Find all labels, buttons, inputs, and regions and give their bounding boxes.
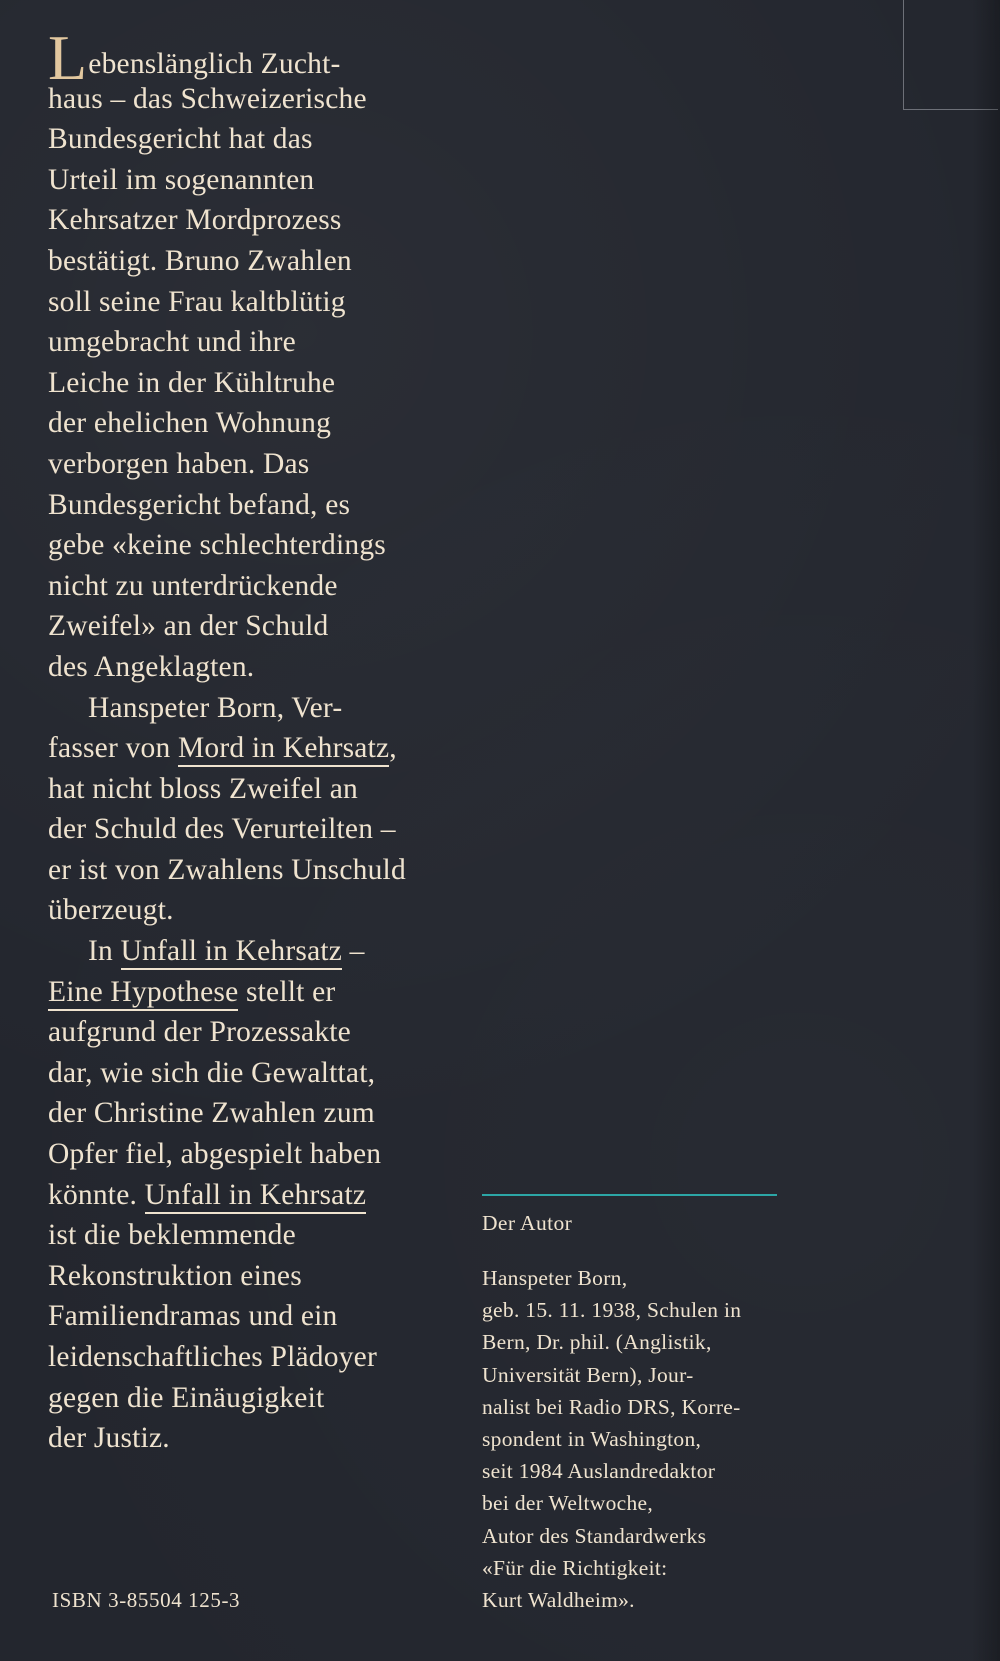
blurb-line: der Justiz. [48,1422,170,1455]
blurb-line: dar, wie sich die Gewalttat, [48,1056,376,1089]
blurb-line: der ehelichen Wohnung [48,407,332,440]
author-line: spondent in Washington, [482,1426,702,1451]
book-title-unfall-in-kehrsatz: Unfall in Kehrsatz [121,935,343,970]
author-line: Hanspeter Born, [482,1266,628,1290]
blurb-line: Kehrsatzer Mordprozess [48,204,342,237]
blurb-line [48,22,468,93]
blurb-line-text: In [88,935,121,968]
blurb-line: des Angeklagten. [48,650,255,683]
blurb-line: nicht zu unterdrückende [48,569,338,602]
blurb-line: verborgen haben. Das [48,447,310,480]
blurb-line: Zweifel» an der Schuld [48,610,329,643]
drop-cap: L [48,22,88,93]
blurb-line [48,688,468,729]
blurb-line: Familiendramas und ein [48,1300,338,1333]
blurb-text [48,22,468,1459]
author-line: Bern, Dr. phil. (Anglistik, [482,1330,712,1355]
book-title-mord-in-kehrsatz: Mord in Kehrsatz [178,732,389,767]
book-subtitle-eine-hypothese: Eine Hypothese [48,976,238,1011]
isbn-number: ISBN 3-85504 125-3 [52,1588,241,1612]
blurb-line-text: ebenslänglich Zucht- [88,48,341,80]
blurb-line: Rekonstruktion eines [48,1259,302,1292]
blurb-line-text: – [342,935,365,968]
blurb-line [48,931,468,972]
author-line: Autor des Standardwerks [482,1523,707,1548]
blurb-line: überzeugt. [48,894,174,927]
spine-shadow [972,0,1000,1661]
blurb-line: Urteil im sogenannten [48,163,315,196]
blurb-line: Opfer fiel, abgespielt haben [48,1138,382,1171]
blurb-line: Leiche in der Kühltruhe [48,366,336,399]
blurb-line-text: fasser von [48,732,178,765]
author-heading: Der Autor [482,1211,573,1235]
blurb-line [48,1175,468,1216]
author-line: Universität Bern), Jour- [482,1362,694,1387]
author-divider [482,1194,777,1196]
author-line: nalist bei Radio DRS, Korre- [482,1394,741,1419]
blurb-line: Bundesgericht hat das [48,123,313,156]
blurb-line: ist die beklemmende [48,1219,296,1252]
author-line: «Für die Richtigkeit: [482,1555,668,1580]
author-line: geb. 15. 11. 1938, Schulen in [482,1298,742,1323]
blurb-line: hat nicht bloss Zweifel an [48,772,358,805]
blurb-line-text: könnte. [48,1178,145,1211]
blurb-line-text: stellt er [238,975,336,1008]
blurb-line: er ist von Zwahlens Unschuld [48,853,406,886]
author-line: Kurt Waldheim». [482,1587,635,1612]
blurb-line [48,972,468,1013]
blurb-line: gegen die Einäugigkeit [48,1381,325,1414]
blurb-line: soll seine Frau kaltblütig [48,285,346,318]
author-line: bei der Weltwoche, [482,1491,654,1516]
blurb-line: der Schuld des Verurteilten – [48,813,396,846]
blurb-line: bestätigt. Bruno Zwahlen [48,244,352,277]
blurb-line-text: Hanspeter Born, Ver- [88,691,343,724]
blurb-line: umgebracht und ihre [48,326,296,359]
blurb-line: der Christine Zwahlen zum [48,1097,375,1130]
blurb-line: Bundesgericht befand, es [48,488,351,521]
blurb-line: aufgrund der Prozessakte [48,1016,351,1049]
blurb-line: gebe «keine schlechterdings [48,529,386,562]
blurb-line [48,728,468,769]
blurb-line: leidenschaftliches Plädoyer [48,1341,377,1373]
author-section [482,1208,802,1616]
author-line: seit 1984 Auslandredaktor [482,1459,716,1484]
book-title-unfall-in-kehrsatz: Unfall in Kehrsatz [145,1179,367,1214]
blurb-line-text: , [389,732,397,765]
blurb-line: haus – das Schweizerische [48,82,367,115]
